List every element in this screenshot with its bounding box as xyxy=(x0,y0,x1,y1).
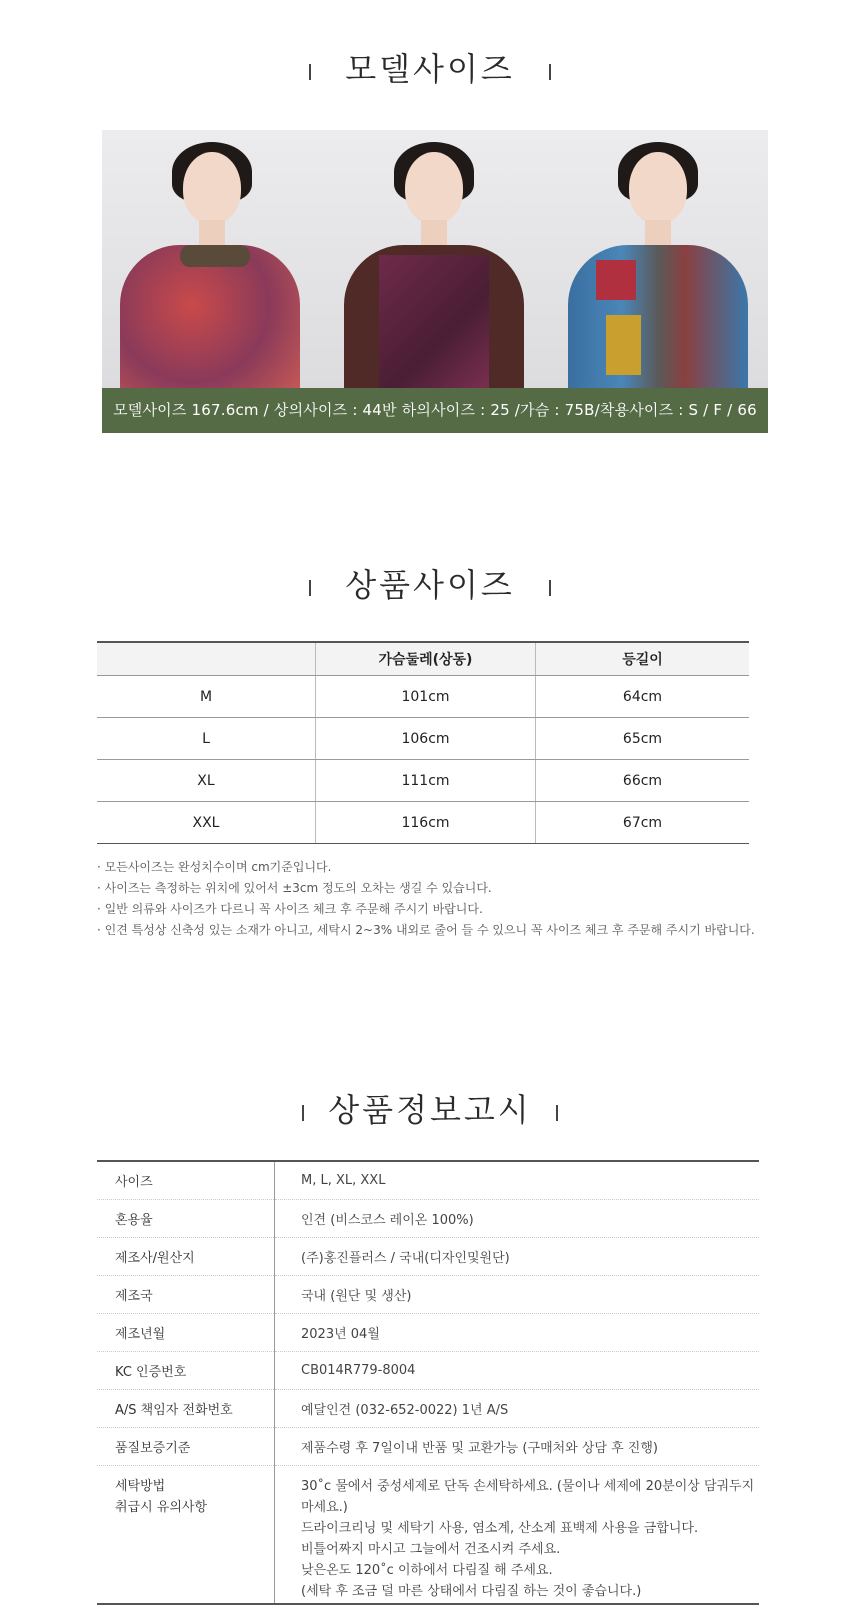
size-table-header xyxy=(97,642,749,676)
size-note: · 모든사이즈는 완성치수이며 cm기준입니다. xyxy=(97,857,755,878)
size-label: XL xyxy=(97,760,316,802)
size-note: · 일반 의류와 사이즈가 다르니 꼭 사이즈 체크 후 주문해 주시기 바랍니다. xyxy=(97,899,755,920)
model-size-heading xyxy=(0,44,860,90)
info-label: A/S 책임자 전화번호 xyxy=(97,1390,275,1428)
info-label: 품질보증기준 xyxy=(97,1428,275,1466)
heading-bar-left xyxy=(309,64,311,80)
model-photo xyxy=(102,130,768,433)
table-row xyxy=(97,1314,759,1352)
care-value xyxy=(275,1466,760,1605)
chest-value: 116cm xyxy=(316,802,536,844)
care-row xyxy=(97,1466,759,1605)
length-header: 등길이 xyxy=(536,642,750,676)
info-label: KC 인증번호 xyxy=(97,1352,275,1390)
table-row xyxy=(97,1276,759,1314)
heading-bar-left xyxy=(309,580,311,596)
info-value: 예달인견 (032-652-0022) 1년 A/S xyxy=(275,1390,760,1428)
info-label: 혼용율 xyxy=(97,1200,275,1238)
model-figure-1 xyxy=(102,130,324,390)
size-notes xyxy=(97,857,755,941)
length-value: 65cm xyxy=(536,718,750,760)
model-size-caption: 모델사이즈 167.6cm / 상의사이즈 : 44반 하의사이즈 : 25 /가슴 : 75B/착용사이즈 : S / F / 66 xyxy=(102,388,768,433)
info-value: 인견 (비스코스 레이온 100%) xyxy=(275,1200,760,1238)
heading-bar-right xyxy=(549,580,551,596)
size-note: · 사이즈는 측정하는 위치에 있어서 ±3cm 정도의 오차는 생길 수 있습니다. xyxy=(97,878,755,899)
care-label xyxy=(97,1466,275,1605)
table-row xyxy=(97,1390,759,1428)
table-row xyxy=(97,1238,759,1276)
info-label: 사이즈 xyxy=(97,1161,275,1200)
product-size-title: 상품사이즈 xyxy=(345,566,515,604)
model-size-title: 모델사이즈 xyxy=(345,50,515,88)
product-info-table xyxy=(97,1160,759,1605)
chest-value: 106cm xyxy=(316,718,536,760)
care-line: 30˚c 물에서 중성세제로 단독 손세탁하세요. (물이나 세제에 20분이상 담궈두지 마세요.) xyxy=(301,1479,755,1515)
care-line: 낮은온도 120˚c 이하에서 다림질 해 주세요. xyxy=(301,1563,553,1578)
size-label: L xyxy=(97,718,316,760)
chest-value: 111cm xyxy=(316,760,536,802)
info-value: 2023년 04월 xyxy=(275,1314,760,1352)
length-value: 64cm xyxy=(536,676,750,718)
heading-bar-right xyxy=(556,1105,558,1121)
product-size-heading xyxy=(0,560,860,606)
info-value: M, L, XL, XXL xyxy=(275,1161,760,1200)
chest-value: 101cm xyxy=(316,676,536,718)
care-line: 드라이크리닝 및 세탁기 사용, 염소계, 산소계 표백제 사용을 금합니다. xyxy=(301,1521,699,1536)
heading-bar-right xyxy=(549,64,551,80)
model-figure-3 xyxy=(546,130,768,390)
care-label-line: 세탁방법 xyxy=(115,1479,166,1494)
table-row xyxy=(97,718,749,760)
info-value: 제품수령 후 7일이내 반품 및 교환가능 (구매처와 상담 후 진행) xyxy=(275,1428,760,1466)
size-note: · 인견 특성상 신축성 있는 소재가 아니고, 세탁시 2~3% 내외로 줄어 들 수 있으니 꼭 사이즈 체크 후 주문해 주시기 바랍니다. xyxy=(97,920,755,941)
size-header-blank xyxy=(97,642,316,676)
care-label-line: 취급시 유의사항 xyxy=(115,1500,208,1515)
product-info-title: 상품정보고시 xyxy=(328,1091,532,1129)
table-row xyxy=(97,1428,759,1466)
table-row xyxy=(97,676,749,718)
length-value: 66cm xyxy=(536,760,750,802)
table-row xyxy=(97,760,749,802)
chest-header: 가슴둘레(상동) xyxy=(316,642,536,676)
table-row xyxy=(97,1200,759,1238)
info-label: 제조국 xyxy=(97,1276,275,1314)
info-value: 국내 (원단 및 생산) xyxy=(275,1276,760,1314)
table-row xyxy=(97,1352,759,1390)
product-info-heading xyxy=(0,1085,860,1131)
size-table xyxy=(97,641,749,844)
info-label: 제조년월 xyxy=(97,1314,275,1352)
care-line: (세탁 후 조금 덜 마른 상태에서 다림질 하는 것이 좋습니다.) xyxy=(301,1584,642,1599)
care-line: 비틀어짜지 마시고 그늘에서 건조시켜 주세요. xyxy=(301,1542,561,1557)
table-row xyxy=(97,1161,759,1200)
heading-bar-left xyxy=(302,1105,304,1121)
model-figure-2 xyxy=(324,130,546,390)
info-value: (주)홍진플러스 / 국내(디자인및원단) xyxy=(275,1238,760,1276)
size-label: M xyxy=(97,676,316,718)
info-label: 제조사/원산지 xyxy=(97,1238,275,1276)
size-label: XXL xyxy=(97,802,316,844)
length-value: 67cm xyxy=(536,802,750,844)
table-row xyxy=(97,802,749,844)
info-value: CB014R779-8004 xyxy=(275,1352,760,1390)
